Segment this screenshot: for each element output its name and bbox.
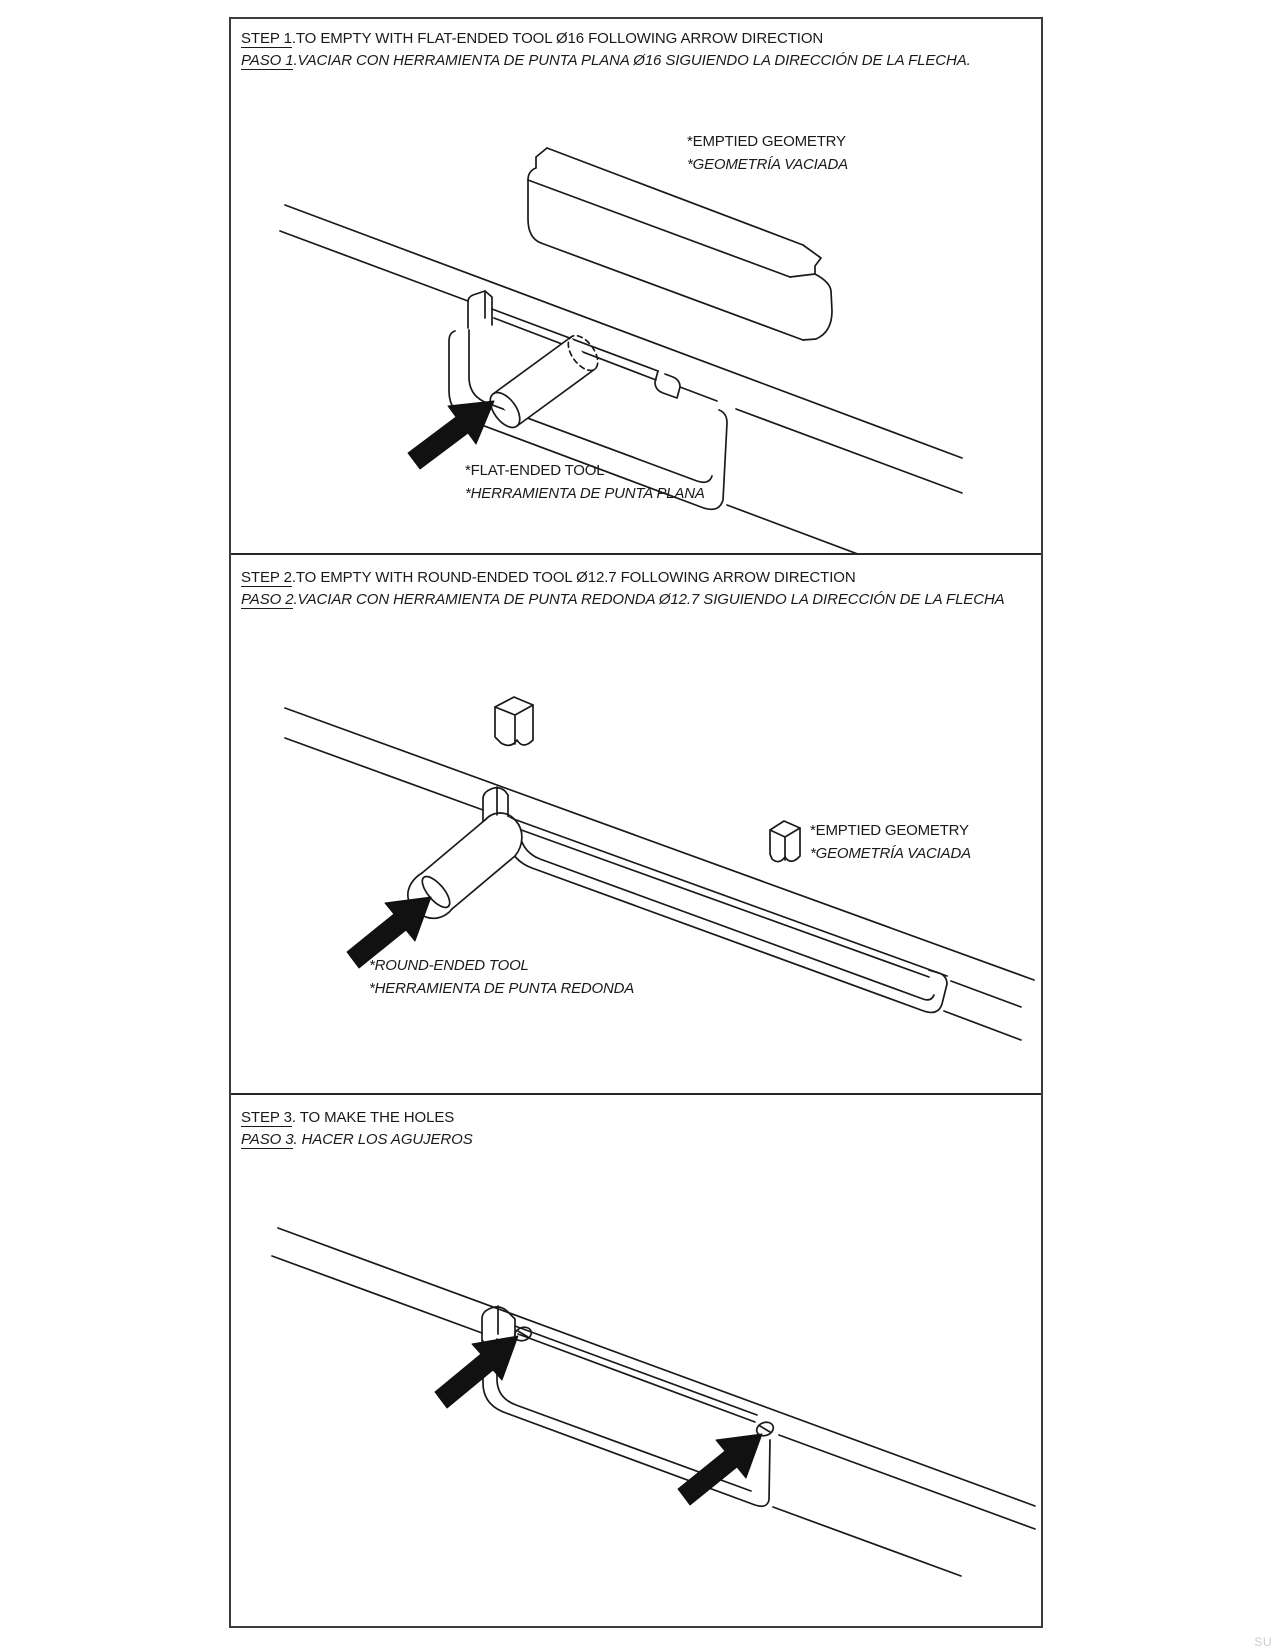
step-panel-3	[231, 1093, 1041, 1626]
direction-arrow-left-icon	[435, 1336, 518, 1408]
callout-line-en: *FLAT-ENDED TOOL	[465, 462, 605, 479]
step1-header	[241, 28, 971, 72]
step2-header	[241, 567, 1005, 611]
callout-line-es: *GEOMETRÍA VACIADA	[810, 845, 971, 862]
step-panel-1	[231, 19, 1041, 555]
callout-line-en: *ROUND-ENDED TOOL	[369, 957, 529, 974]
step-number-en: STEP 3	[241, 1109, 292, 1126]
step-number-es: PASO 1	[241, 52, 294, 69]
step-number-es: PASO 3	[241, 1131, 294, 1148]
emptied-chip-right	[770, 821, 800, 862]
watermark: SU	[1254, 1635, 1272, 1649]
callout-line-es: *GEOMETRÍA VACIADA	[687, 156, 848, 173]
step-title-en: STEP 2.TO EMPTY WITH ROUND-ENDED TOOL Ø12.7 FOLLOWING ARROW DIRECTION	[241, 569, 856, 586]
emptied-geometry-callout	[687, 130, 848, 176]
step-title-es: PASO 1.VACIAR CON HERRAMIENTA DE PUNTA PLANA Ø16 SIGUIENDO LA DIRECCIÓN DE LA FLECHA.	[241, 52, 971, 69]
callout-line-en: *EMPTIED GEOMETRY	[687, 133, 846, 150]
board-edge-lines	[272, 1228, 1035, 1576]
step-title-es: PASO 3. HACER LOS AGUJEROS	[241, 1131, 473, 1148]
step3-header	[241, 1107, 473, 1151]
emptied-geometry-callout	[810, 819, 971, 865]
emptied-chip-top	[495, 697, 533, 745]
step-number-en: STEP 2	[241, 569, 292, 586]
step-title-en: STEP 1.TO EMPTY WITH FLAT-ENDED TOOL Ø16 FOLLOWING ARROW DIRECTION	[241, 30, 824, 47]
callout-line-en: *EMPTIED GEOMETRY	[810, 822, 969, 839]
step3-diagram	[231, 1093, 1041, 1626]
step-number-es: PASO 2	[241, 591, 294, 608]
callout-line-es: *HERRAMIENTA DE PUNTA REDONDA	[369, 980, 635, 997]
round-ended-tool-callout	[369, 954, 634, 1000]
flat-ended-tool	[484, 330, 603, 432]
step-panel-2	[231, 553, 1041, 1095]
sheet-border-frame	[229, 17, 1043, 1628]
flat-ended-tool-callout	[465, 459, 705, 505]
step-title-es: PASO 2.VACIAR CON HERRAMIENTA DE PUNTA REDONDA Ø12.7 SIGUIENDO LA DIRECCIÓN DE LA FLECHA	[241, 591, 1005, 608]
step-number-en: STEP 1	[241, 30, 292, 47]
emptied-geometry-bar	[528, 148, 832, 340]
callout-line-es: *HERRAMIENTA DE PUNTA PLANA	[465, 485, 705, 502]
step-title-en: STEP 3. TO MAKE THE HOLES	[241, 1109, 455, 1126]
